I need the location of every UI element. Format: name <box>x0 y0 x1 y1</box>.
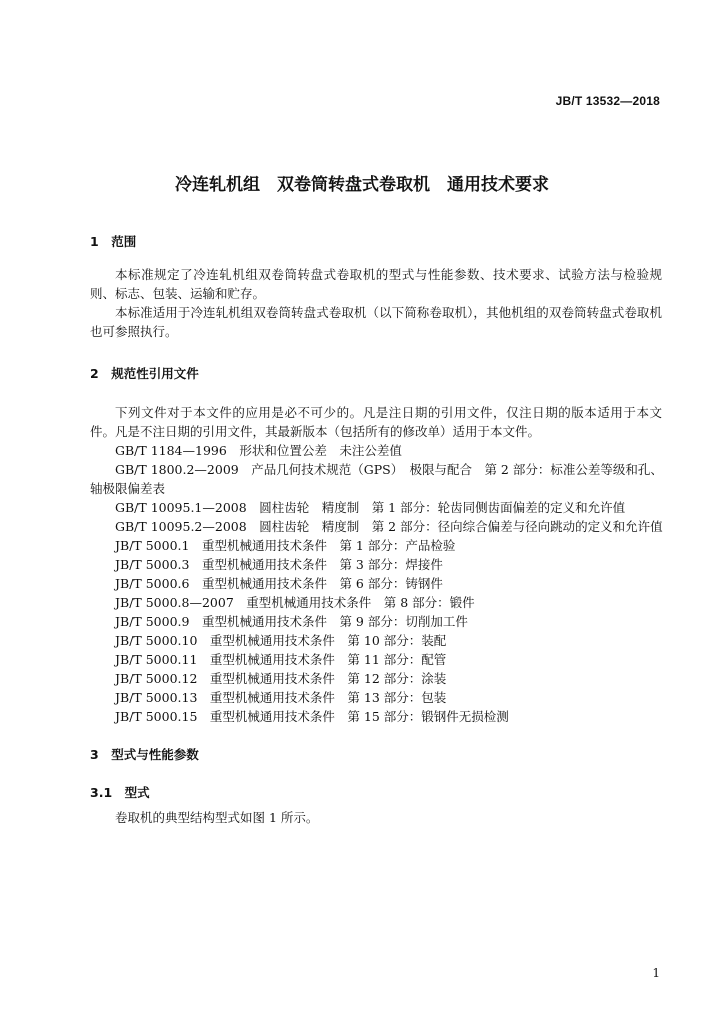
reference-item: JB/T 5000.6 重型机械通用技术条件 第 6 部分：铸钢件 <box>115 576 443 591</box>
section-1-paragraph-1: 本标准规定了冷连轧机组双卷筒转盘式卷取机的型式与性能参数、技术要求、试验方法与检验规则、标志、包装、运输和贮存。 <box>90 267 662 301</box>
reference-item: JB/T 5000.10 重型机械通用技术条件 第 10 部分：装配 <box>115 633 447 648</box>
section-3-1-heading <box>90 783 150 801</box>
normative-references-list <box>90 441 665 726</box>
reference-item: JB/T 5000.11 重型机械通用技术条件 第 11 部分：配管 <box>115 652 447 667</box>
reference-item: GB/T 1800.2—2009 产品几何技术规范（GPS） 极限与配合 第 2 部分：标准公差等级和孔、轴极限偏差表 <box>90 462 663 496</box>
section-3-title: 型式与性能参数 <box>111 747 199 762</box>
section-1-paragraph-2: 本标准适用于冷连轧机组双卷筒转盘式卷取机（以下简称卷取机），其他机组的双卷筒转盘式卷取机也可参照执行。 <box>90 305 662 339</box>
reference-item: JB/T 5000.3 重型机械通用技术条件 第 3 部分：焊接件 <box>115 557 443 572</box>
section-2-heading <box>90 364 199 382</box>
section-3-number: 3 <box>90 747 99 762</box>
reference-item: GB/T 10095.1—2008 圆柱齿轮 精度制 第 1 部分：轮齿同侧齿面偏差的定义和允许值 <box>115 500 626 515</box>
reference-item: GB/T 1184—1996 形状和位置公差 未注公差值 <box>115 443 402 458</box>
reference-item: JB/T 5000.12 重型机械通用技术条件 第 12 部分：涂装 <box>115 671 447 686</box>
reference-item: JB/T 5000.13 重型机械通用技术条件 第 13 部分：包装 <box>115 690 447 705</box>
section-2-number: 2 <box>90 366 99 381</box>
reference-item: GB/T 10095.2—2008 圆柱齿轮 精度制 第 2 部分：径向综合偏差与径向跳动的定义和允许值 <box>115 519 663 534</box>
reference-item: JB/T 5000.9 重型机械通用技术条件 第 9 部分：切削加工件 <box>115 614 468 629</box>
section-3-heading <box>90 745 199 763</box>
section-1-title: 范围 <box>111 234 137 249</box>
reference-item: JB/T 5000.15 重型机械通用技术条件 第 15 部分：锻钢件无损检测 <box>115 709 509 724</box>
section-3-1-number: 3.1 <box>90 785 113 800</box>
page-number: 1 <box>652 966 660 980</box>
section-3-1-paragraph: 卷取机的典型结构型式如图 1 所示。 <box>115 810 319 825</box>
section-1-number: 1 <box>90 234 99 249</box>
reference-item: JB/T 5000.1 重型机械通用技术条件 第 1 部分：产品检验 <box>115 538 456 553</box>
section-2-title: 规范性引用文件 <box>111 366 199 381</box>
section-2-paragraph-1: 下列文件对于本文件的应用是必不可少的。凡是注日期的引用文件，仅注日期的版本适用于本文件。凡是不注日期的引用文件，其最新版本（包括所有的修改单）适用于本文件。 <box>90 405 662 439</box>
reference-item: JB/T 5000.8—2007 重型机械通用技术条件 第 8 部分：锻件 <box>115 595 475 610</box>
standard-code: JB/T 13532—2018 <box>555 94 660 108</box>
document-title: 冷连轧机组 双卷筒转盘式卷取机 通用技术要求 <box>175 175 549 195</box>
section-3-1-title: 型式 <box>124 785 150 800</box>
section-1-heading <box>90 232 136 250</box>
